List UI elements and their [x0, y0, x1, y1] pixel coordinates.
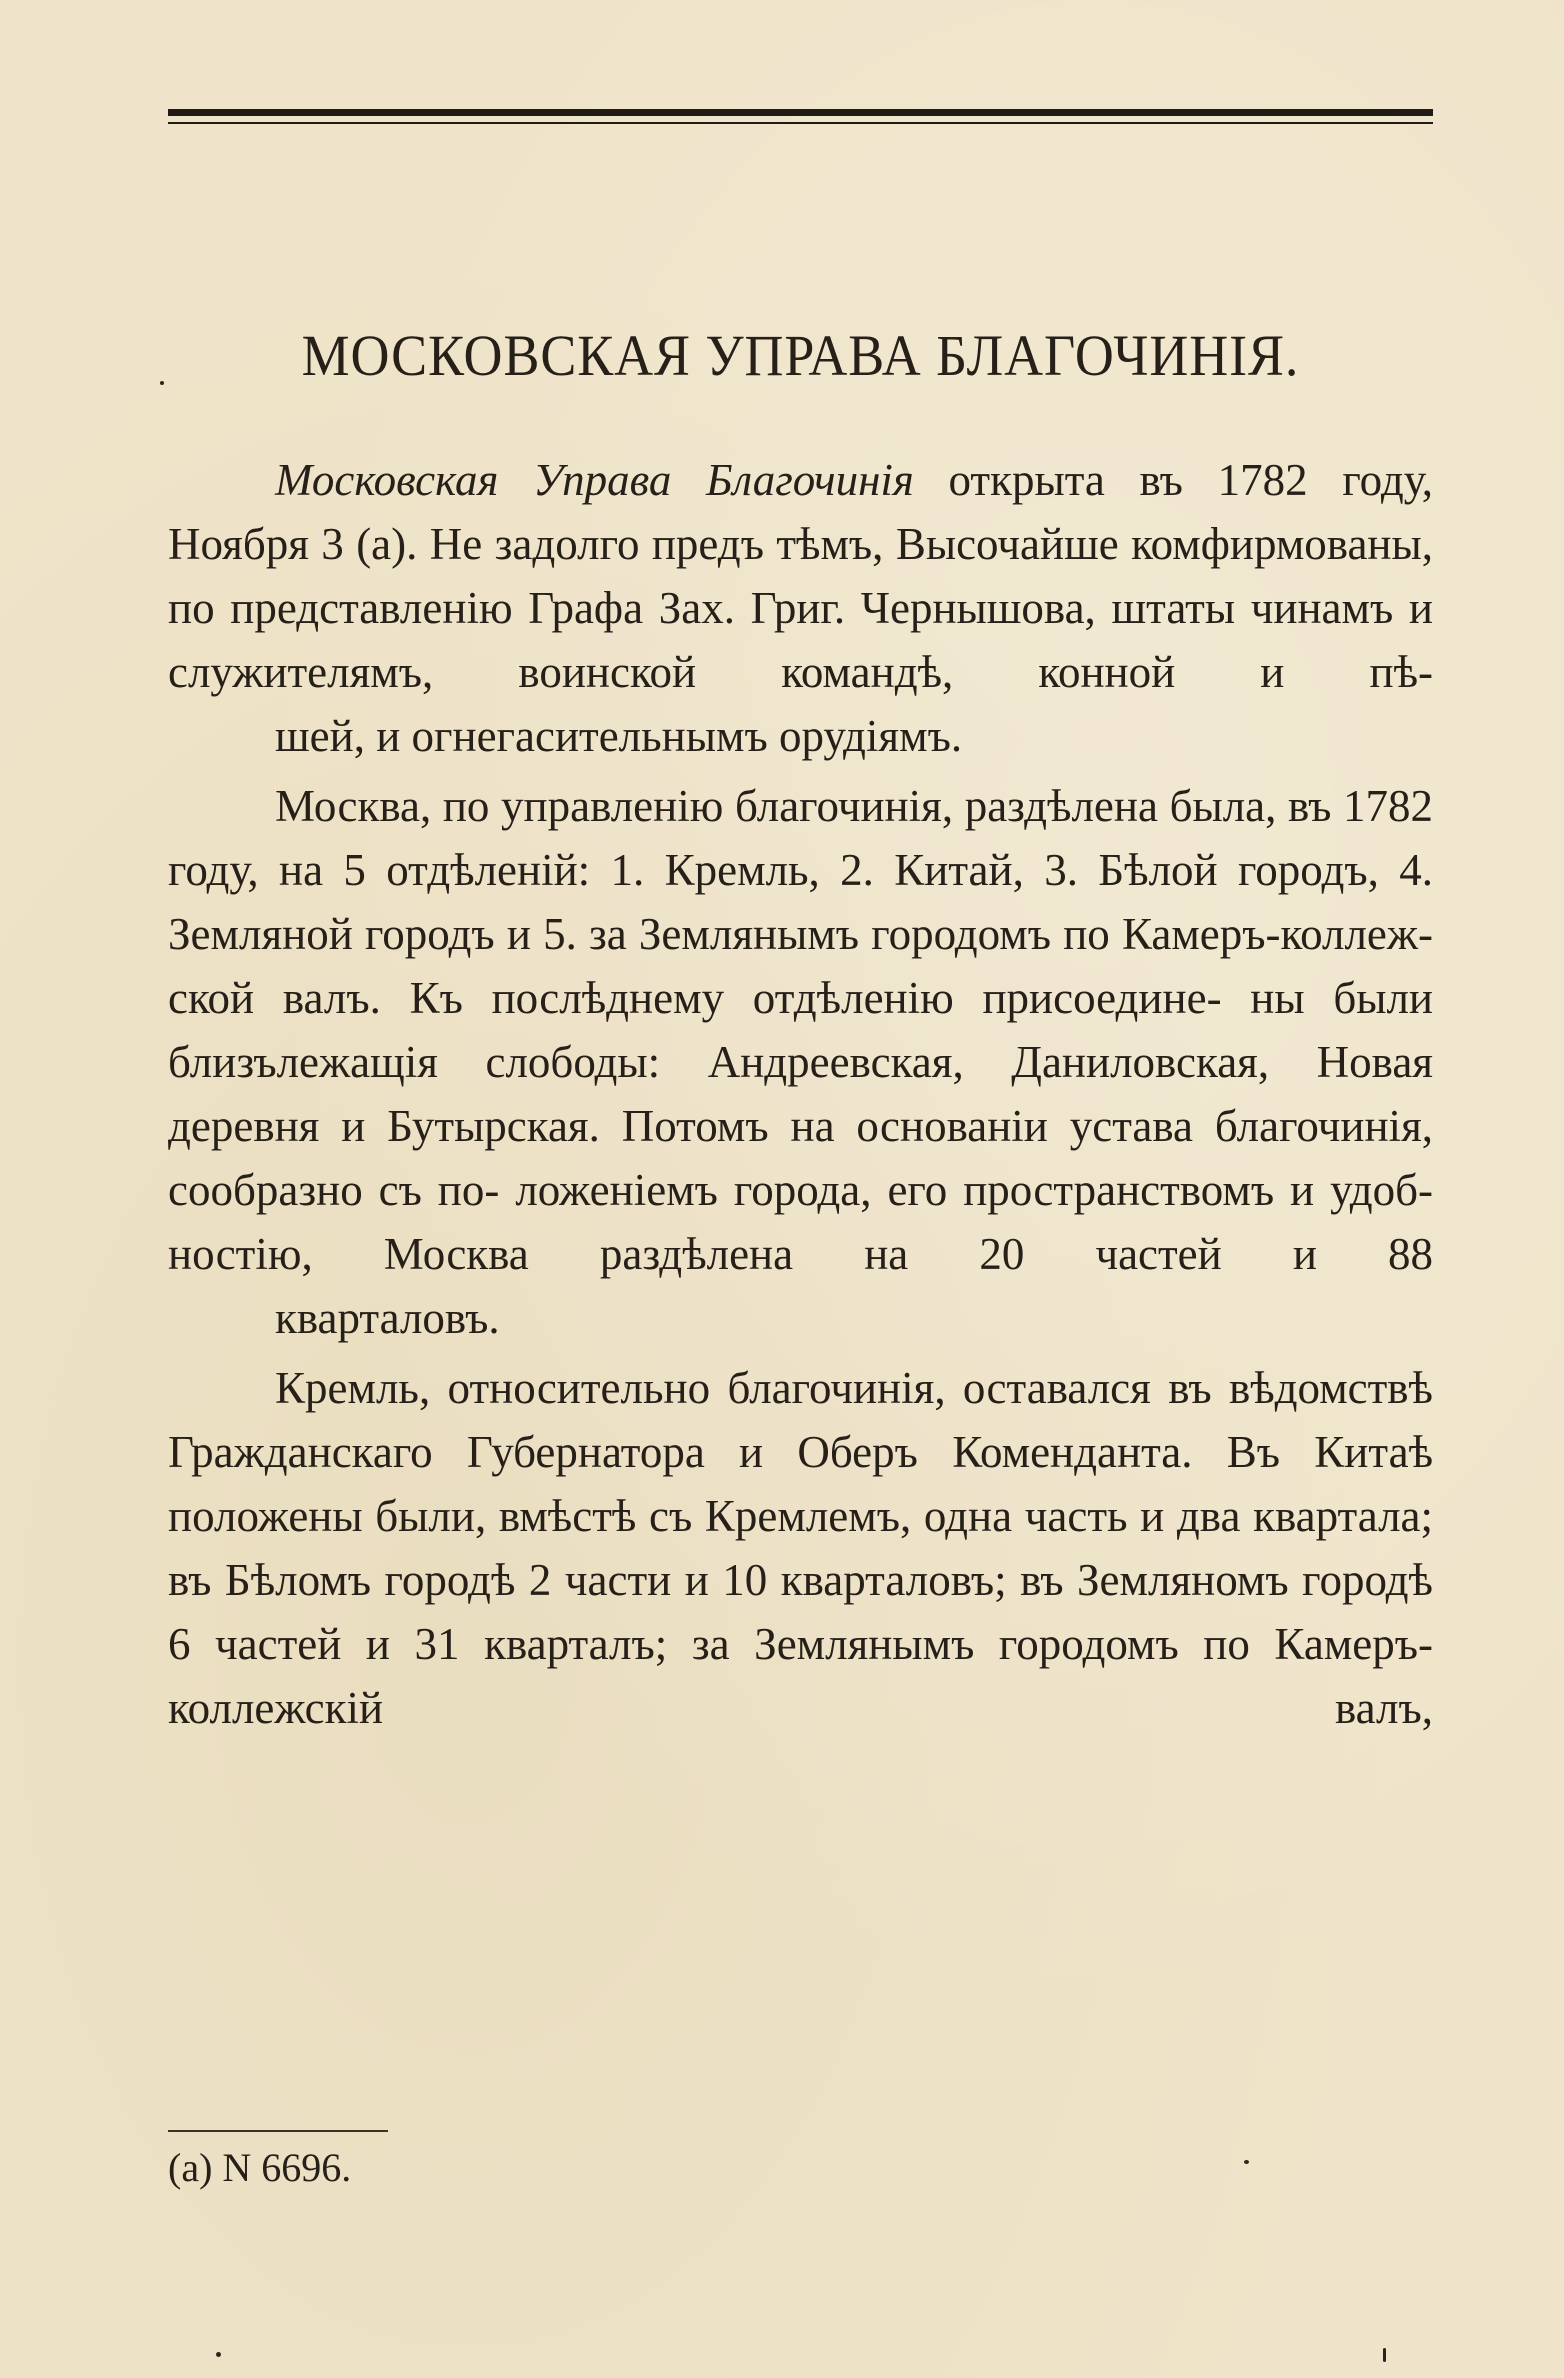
- paragraph-2-line-3: 2. Китай, 3. Бѣлой городъ, 4. Земляной городъ: [168, 845, 1434, 959]
- paragraph-3-line-3: Коменданта. Въ Китаѣ положены были, вмѣстѣ: [168, 1427, 1434, 1541]
- paragraph-2-line-2: была, въ 1782 году, на 5 отдѣленій: 1. Кремль,: [168, 781, 1433, 895]
- header-rule-thin: [168, 122, 1433, 124]
- paragraph-2: [168, 774, 1433, 1350]
- ink-speck: [160, 381, 164, 385]
- paragraph-2-line-7: Даниловская, Новая деревня и Бутырская. Потомъ: [168, 1037, 1433, 1151]
- ink-speck: [216, 2352, 221, 2357]
- paragraph-3: [168, 1356, 1433, 1740]
- footnote-rule: [168, 2130, 388, 2132]
- paragraph-3-line-7: Землянымъ городомъ по Камеръ-коллежскій валъ,: [168, 1619, 1434, 1733]
- paragraph-2-line-10: ностію, Москва раздѣлена на 20 частей и 88: [168, 1229, 1433, 1279]
- paragraph-3-line-6: Земляномъ городѣ 6 частей и 31 кварталъ; за: [168, 1555, 1433, 1669]
- paragraph-3-line-2: въ вѣдомствѣ Гражданскаго Губернатора и Оберъ: [168, 1363, 1433, 1477]
- paragraph-1-line-2: 1782 году, Ноября 3 (а). Не задолго предъ тѣмъ,: [168, 455, 1433, 569]
- paragraph-2-line-4: и 5. за Землянымъ городомъ по Камеръ-коллеж-: [506, 909, 1433, 959]
- paragraph-1-last-line: шей, и огнегасительнымъ орудіямъ.: [275, 711, 963, 761]
- paragraph-2-line-9: ложеніемъ города, его пространствомъ и удоб-: [515, 1165, 1434, 1215]
- paragraph-1: [168, 448, 1433, 768]
- paragraph-1-line-1: открыта въ: [913, 455, 1183, 505]
- paragraph-2-line-8: на основаніи устава благочинія, сообразно съ по-: [168, 1101, 1434, 1215]
- footnote: (а) N 6696.: [168, 2145, 352, 2190]
- paragraph-2-line-1: Москва, по управленію благочинія, раздѣлена: [275, 781, 1158, 831]
- paragraph-1-line-4: Графа Зах. Григ. Чернышова, штаты чинамъ и: [528, 583, 1434, 633]
- paragraph-1-line-3: Высочайше комфирмованы, по представленію: [168, 519, 1434, 633]
- paragraph-3-line-4: съ Кремлемъ, одна часть и два квартала; въ: [168, 1491, 1434, 1605]
- paragraph-3-line-1: Кремль, относительно благочинія, оставался: [275, 1363, 1151, 1413]
- paragraph-2-line-5: ской валъ. Къ послѣднему отдѣленію присоедине-: [168, 973, 1222, 1023]
- paragraph-1-line-5: служителямъ, воинской командѣ, конной и пѣ-: [168, 647, 1433, 697]
- ink-speck: [1383, 2348, 1386, 2362]
- paragraph-3-line-5: Бѣломъ городѣ 2 части и 10 кварталовъ; въ: [224, 1555, 1064, 1605]
- page-title: МОСКОВСКАЯ УПРАВА БЛАГОЧИНІЯ.: [301, 323, 1300, 388]
- ink-speck: [1244, 2160, 1249, 2164]
- paragraph-2-last-line: кварталовъ.: [275, 1293, 500, 1343]
- paragraph-2-line-6: ны были близълежащія слободы: Андреевская,: [168, 973, 1434, 1087]
- body-text: [168, 448, 1433, 1740]
- header-rule-thick: [168, 109, 1433, 116]
- paragraph-1-italic-lead: Московская Управа Благочинія: [275, 455, 914, 505]
